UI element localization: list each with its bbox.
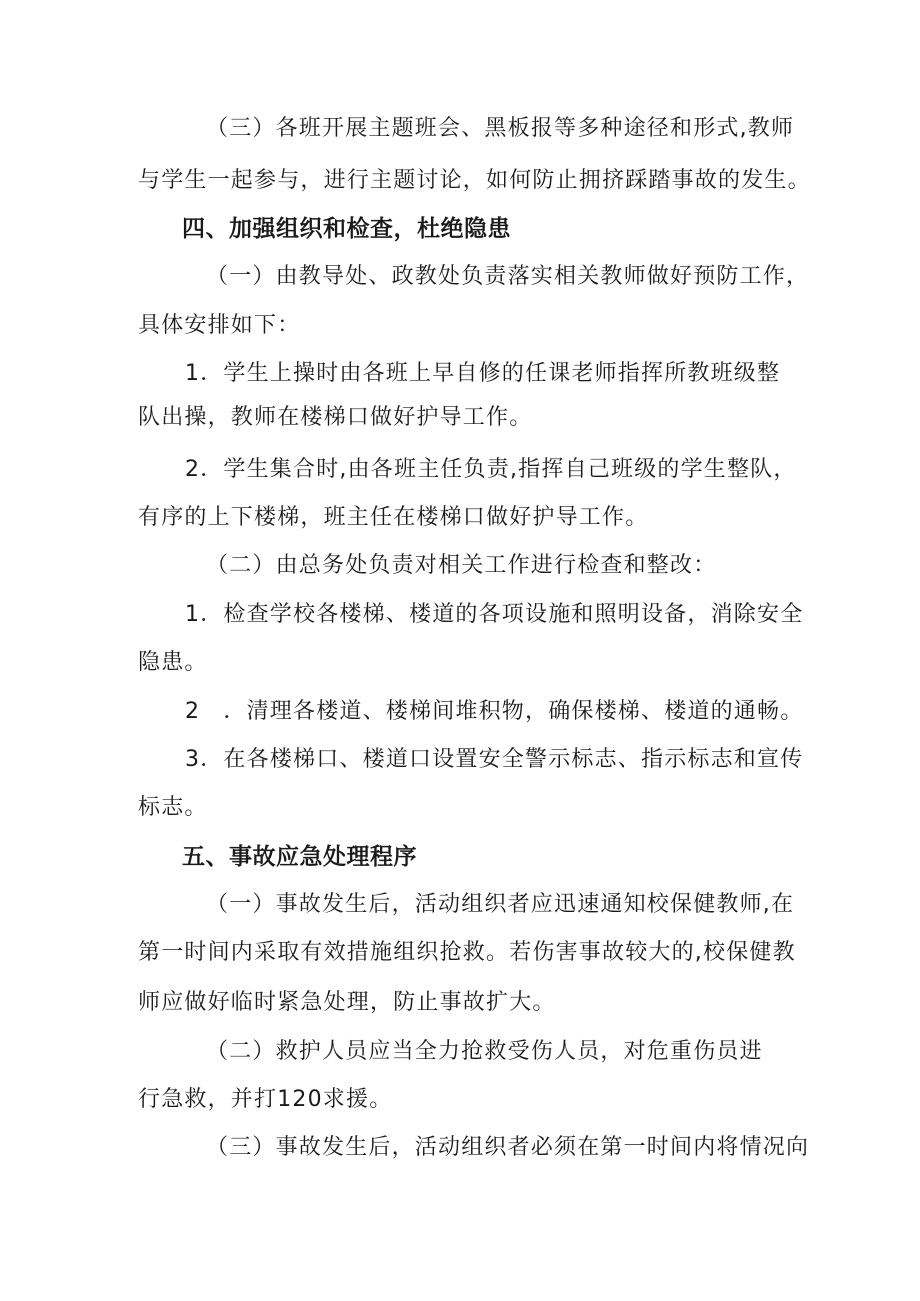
paragraph-line: 第一时间内采取有效措施组织抢救。若伤害事故较大的,校保健教 <box>138 940 796 965</box>
paragraph-line: （三）各班开展主题班会、黑板报等多种途径和形式,教师 <box>206 116 795 141</box>
paragraph-line: 2．学生集合时,由各班主任负责,指挥自己班级的学生整队， <box>185 457 797 482</box>
paragraph-line: 标志。 <box>138 795 208 820</box>
paragraph-line: 3．在各楼梯口、楼道口设置安全警示标志、指示标志和宣传 <box>185 747 804 772</box>
section-heading-5: 五、事故应急处理程序 <box>182 844 417 870</box>
paragraph-line: （一）由教导处、政教处负责落实相关教师做好预防工作， <box>206 264 810 289</box>
paragraph-line: 具体安排如下： <box>138 313 301 338</box>
paragraph-line: （二）由总务处负责对相关工作进行检查和整改： <box>206 553 717 578</box>
paragraph-line: （二）救护人员应当全力抢救受伤人员，对危重伤员进 <box>206 1039 763 1064</box>
paragraph-line: （三）事故发生后，活动组织者必须在第一时间内将情况向 <box>206 1135 810 1160</box>
paragraph-line: （一）事故发生后，活动组织者应迅速通知校保健教师,在 <box>206 892 795 917</box>
paragraph-line: 隐患。 <box>138 650 208 675</box>
paragraph-line: 队出操，教师在楼梯口做好护导工作。 <box>138 405 533 430</box>
paragraph-line: 师应做好临时紧急处理，防止事故扩大。 <box>138 990 556 1015</box>
paragraph-line: 2 ．清理各楼道、楼梯间堆积物，确保楼梯、楼道的通畅。 <box>185 699 804 724</box>
section-heading-4: 四、加强组织和检查，杜绝隐患 <box>182 216 511 242</box>
paragraph-line: 行急救，并打120求援。 <box>138 1087 393 1112</box>
paragraph-line: 1．学生上操时由各班上早自修的任课老师指挥所教班级整 <box>185 361 781 386</box>
paragraph-line: 1．检查学校各楼梯、楼道的各项设施和照明设备，消除安全 <box>185 602 804 627</box>
paragraph-line: 与学生一起参与，进行主题讨论，如何防止拥挤踩踏事故的发生。 <box>138 168 811 193</box>
paragraph-line: 有序的上下楼梯，班主任在楼梯口做好护导工作。 <box>138 505 649 530</box>
